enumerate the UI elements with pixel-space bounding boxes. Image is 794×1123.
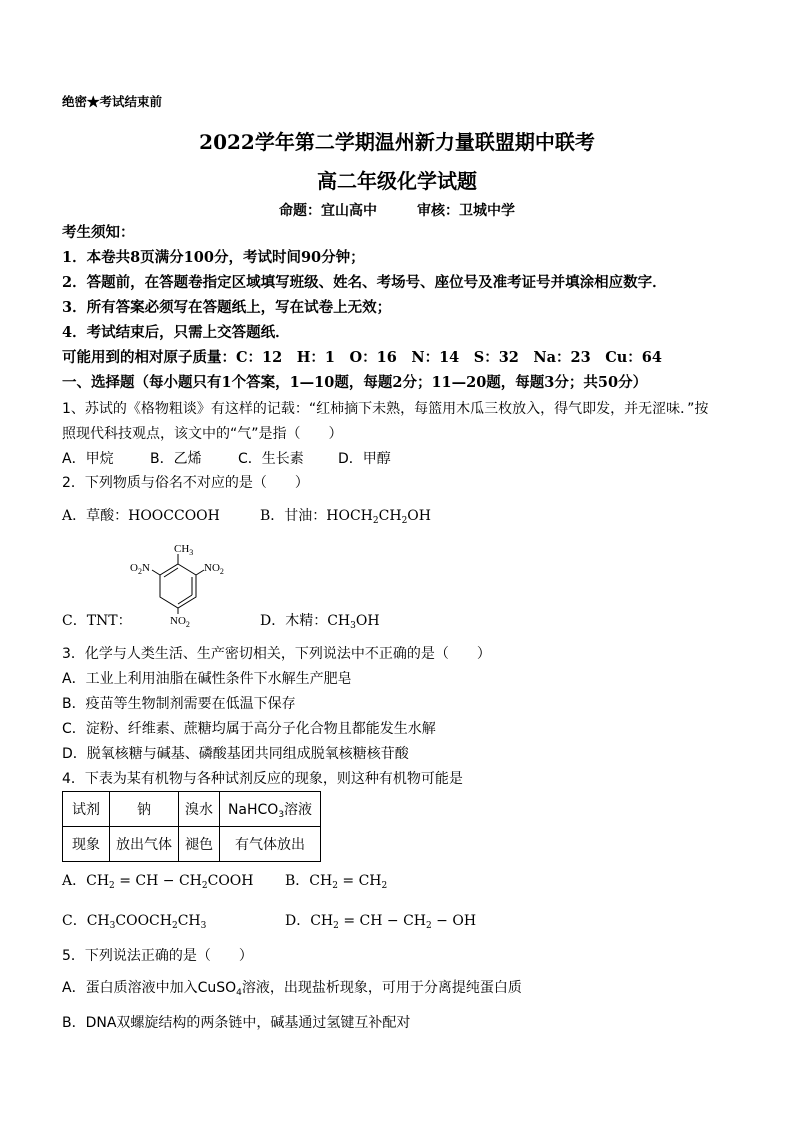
table-cell: NaHCO$_3$溶液 bbox=[220, 792, 321, 827]
question-3-stem: 3．化学与人类生活、生产密切相关，下列说法中不正确的是（ ） bbox=[62, 646, 491, 662]
table-cell: 有气体放出 bbox=[220, 827, 321, 862]
notice-item: 1．本卷共8页满分100分，考试时间90分钟； bbox=[62, 249, 365, 266]
svg-text:CH3: $CH_3$ bbox=[174, 543, 194, 557]
tnt-structure-diagram bbox=[128, 540, 228, 628]
exam-subtitle: 高二年级化学试题 bbox=[317, 169, 477, 193]
q4-option-c: C．$CH_3COOCH_2CH_3$ bbox=[62, 913, 207, 931]
q2-option-a: A．草酸：HOOCCOOH bbox=[62, 508, 220, 524]
q3-option-b: B．疫苗等生物制剂需要在低温下保存 bbox=[62, 696, 296, 712]
table-cell: 褪色 bbox=[179, 827, 220, 862]
notice-heading: 考生须知： bbox=[62, 224, 135, 241]
q1-option-c: C．生长素 bbox=[238, 451, 304, 467]
question-1-stem: 1、苏试的《格物粗谈》有这样的记载：“红柿摘下未熟，每篮用木瓜三枚放入，得气即发，并无涩味．”按 bbox=[62, 401, 709, 417]
table-cell: 现象 bbox=[63, 827, 110, 862]
atomic-masses: 可能用到的相对原子质量：C：12 H：1 O：16 N：14 S：32 Na：23 Cu：64 bbox=[62, 349, 662, 366]
q3-option-d: D．脱氧核糖与碱基、磷酸基团共同组成脱氧核糖核苷酸 bbox=[62, 746, 409, 762]
question-4-stem: 4．下表为某有机物与各种试剂反应的现象，则这种有机物可能是 bbox=[62, 771, 463, 787]
q2-option-c: C．TNT： bbox=[62, 613, 132, 629]
q1-option-d: D．甲醇 bbox=[338, 451, 391, 467]
q4-reaction-table bbox=[62, 791, 321, 862]
svg-text:NO2: $NO_2$ bbox=[204, 562, 224, 576]
table-cell: 试剂 bbox=[63, 792, 110, 827]
q4-option-b: B．$CH_2 = CH_2$ bbox=[285, 873, 388, 891]
question-2-stem: 2．下列物质与俗名不对应的是（ ） bbox=[62, 475, 309, 491]
table-row bbox=[63, 792, 321, 827]
exam-title: 2022学年第二学期温州新力量联盟期中联考 bbox=[199, 130, 595, 154]
table-row bbox=[63, 827, 321, 862]
section-title: 一、选择题（每小题只有1个答案，1—10题，每题2分；11—20题，每题3分；共50分） bbox=[62, 374, 648, 391]
q2-option-d: D．木精：$CH_3OH$ bbox=[260, 613, 380, 631]
authors-line bbox=[0, 200, 794, 220]
q2-option-b: B．甘油：$HOCH_2CH_2OH$ bbox=[260, 508, 431, 526]
table-cell: 钠 bbox=[110, 792, 179, 827]
question-5-stem: 5．下列说法正确的是（ ） bbox=[62, 948, 253, 964]
reviewer-name: 卫城中学 bbox=[459, 203, 515, 219]
q5-option-b: B．DNA双螺旋结构的两条链中，碱基通过氢键互补配对 bbox=[62, 1015, 411, 1031]
q1-option-a: A．甲烷 bbox=[62, 451, 114, 467]
notice-item: 2．答题前，在答题卷指定区域填写班级、姓名、考场号、座位号及准考证号并填涂相应数字． bbox=[62, 274, 667, 291]
question-1-stem-cont: 照现代科技观点，该文中的“气”是指（ ） bbox=[62, 426, 343, 442]
svg-text:O2N: $O_2N$ bbox=[130, 562, 150, 576]
table-cell: 放出气体 bbox=[110, 827, 179, 862]
notice-item: 4．考试结束后，只需上交答题纸． bbox=[62, 324, 290, 341]
q3-option-a: A．工业上利用油脂在碱性条件下水解生产肥皂 bbox=[62, 671, 352, 687]
table-cell: 溴水 bbox=[179, 792, 220, 827]
notice-item: 3．所有答案必须写在答题纸上，写在试卷上无效； bbox=[62, 299, 392, 316]
q3-option-c: C．淀粉、纤维素、蔗糖均属于高分子化合物且都能发生水解 bbox=[62, 721, 436, 737]
q4-option-d: D．$CH_2$ = CH − $CH_2$ − OH bbox=[285, 913, 477, 931]
q5-option-a: A．蛋白质溶液中加入CuSO$_4$溶液，出现盐析现象，可用于分离提纯蛋白质 bbox=[62, 980, 522, 998]
q4-option-a: A．$CH_2$ = CH − $CH_2COOH$ bbox=[62, 873, 254, 891]
svg-text:NO2: $NO_2$ bbox=[170, 615, 190, 628]
q1-option-b: B．乙烯 bbox=[150, 451, 202, 467]
author-name: 宜山高中 bbox=[321, 203, 377, 219]
author-label: 命题： bbox=[279, 203, 321, 219]
reviewer-label: 审核： bbox=[417, 203, 459, 219]
secret-label: 绝密★考试结束前 bbox=[62, 94, 163, 109]
